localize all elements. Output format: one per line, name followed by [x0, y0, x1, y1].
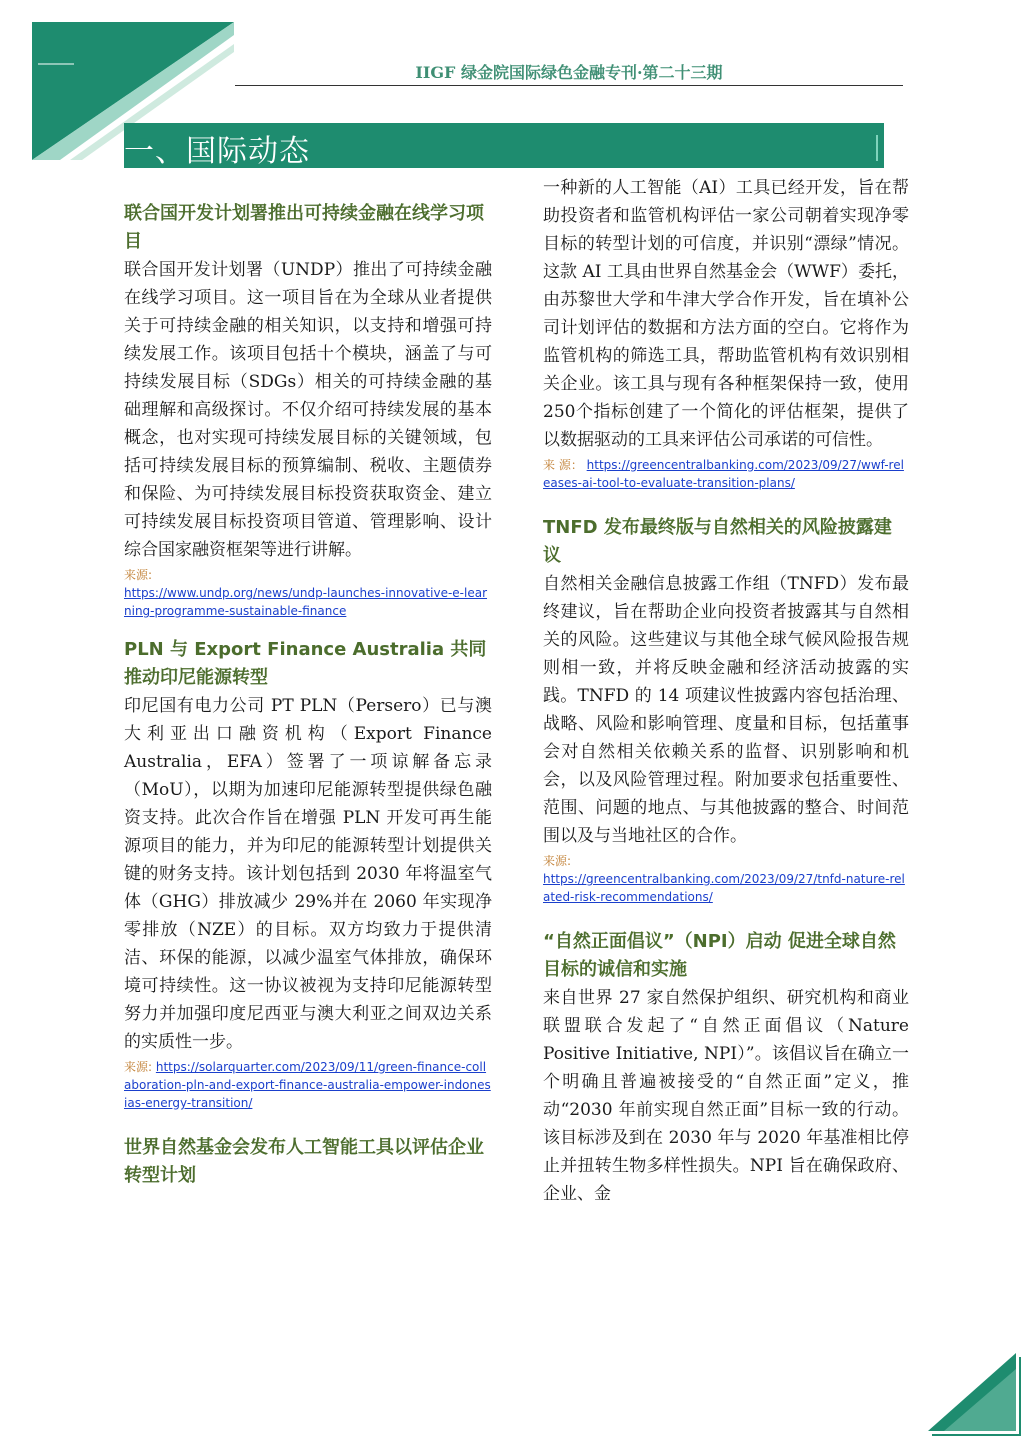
- article-source: [543, 456, 909, 492]
- article-wwf-heading: [124, 1134, 492, 1190]
- journal-header-title: IIGF 绿金院国际绿色金融专刊·第二十三期: [415, 63, 723, 82]
- article-title: TNFD 发布最终版与自然相关的风险披露建议: [543, 517, 892, 566]
- left-column: [124, 200, 492, 1190]
- header-rule: [235, 85, 903, 86]
- source-link[interactable]: https://greencentralbanking.com/2023/09/27/wwf-releases-ai-tool-to-evaluate-transition-plans/: [543, 458, 904, 490]
- banner-accent-mark: [876, 135, 878, 161]
- article-body: 自然相关金融信息披露工作组（TNFD）发布最终建议，旨在帮助企业向投资者披露其与自然相关的风险。这些建议与其他全球气候风险报告规则相一致，并将反映金融和经济活动披露的实践。TNFD 的 14 项建议性披露内容包括治理、战略、风险和影响管理、度量和目标，包括董事会对自然相关依赖关系的监督、识别影响和机会，以及风险管理过程。附加要求包括重要性、范围、问题的地点、与其他披露的整合、时间范围以及与当地社区的合作。: [543, 574, 909, 846]
- source-label: 来源:: [124, 568, 153, 582]
- article-title: PLN 与 Export Finance Australia 共同推动印尼能源转型: [124, 639, 487, 688]
- section-banner: [124, 123, 884, 168]
- corner-decoration-bottom-right: [924, 1347, 1024, 1447]
- source-label: 来 源：: [543, 458, 583, 472]
- section-title: 一、国际动态: [124, 134, 310, 169]
- article-title: 世界自然基金会发布人工智能工具以评估企业转型计划: [124, 1137, 484, 1186]
- article-npi: [543, 928, 909, 1208]
- article-title: “自然正面倡议”（NPI）启动 促进全球自然目标的诚信和实施: [543, 931, 896, 980]
- article-pln: [124, 636, 492, 1112]
- source-label: 来源:: [124, 1060, 153, 1074]
- article-tnfd: [543, 514, 909, 906]
- article-body: 一种新的人工智能（AI）工具已经开发，旨在帮助投资者和监管机构评估一家公司朝着实现净零目标的转型计划的可信度，并识别“漂绿”情况。这款 AI 工具由世界自然基金会（WWF）委托，由苏黎世大学和牛津大学合作开发，旨在填补公司计划评估的数据和方法方面的空白。它将作为监管机构的筛选工具，帮助监管机构有效识别相关企业。该工具与现有各种框架保持一致，使用250个指标创建了一个简化的评估框架，提供了以数据驱动的工具来评估公司承诺的可信性。: [543, 178, 909, 450]
- article-body: 印尼国有电力公司 PT PLN（Persero）已与澳大利亚出口融资机构（Export Finance Australia，EFA）签署了一项谅解备忘录（MoU），以期为加速印尼能源转型提供绿色融资支持。此次合作旨在增强 PLN 开发可再生能源项目的能力，并为印尼的能源转型计划提供关键的财务支持。该计划包括到 2030 年将温室气体（GHG）排放减少 29%并在 2060 年实现净零排放（NZE）的目标。双方均致力于提供清洁、环保的能源，以减少温室气体排放，确保环境可持续性。这一协议被视为支持印尼能源转型努力并加强印度尼西亚与澳大利亚之间双边关系的实质性一步。: [124, 696, 492, 1052]
- source-link[interactable]: https://www.undp.org/news/undp-launches-innovative-e-learning-programme-sustainable-finance: [124, 586, 488, 618]
- article-undp: [124, 200, 492, 620]
- article-body: 联合国开发计划署（UNDP）推出了可持续金融在线学习项目。这一项目旨在为全球从业者提供关于可持续金融的相关知识，以支持和增强可持续发展工作。该项目包括十个模块，涵盖了与可持续发展目标（SDGs）相关的可持续金融的基础理解和高级探讨。不仅介绍可持续发展的基本概念，也对实现可持续发展目标的关键领域，包括可持续发展目标的预算编制、税收、主题债券和保险、为可持续发展目标投资获取资金、建立可持续发展目标投资项目管道、管理影响、设计综合国家融资框架等进行讲解。: [124, 260, 492, 560]
- article-source: [124, 566, 492, 620]
- right-column: [543, 174, 909, 1208]
- source-label: 来源:: [543, 854, 572, 868]
- article-source: [543, 852, 909, 906]
- article-body: 来自世界 27 家自然保护组织、研究机构和商业联盟联合发起了“自然正面倡议（Nature Positive Initiative, NPI）”。该倡议旨在确立一个明确且普遍被接受的“自然正面”定义，推动“2030 年前实现自然正面”目标一致的行动。该目标涉及到在 2030 年与 2020 年基准相比停止并扭转生物多样性损失。NPI 旨在确保政府、企业、金: [543, 988, 909, 1204]
- source-link[interactable]: https://greencentralbanking.com/2023/09/27/tnfd-nature-related-risk-recommendations/: [543, 872, 905, 904]
- article-source: [124, 1058, 492, 1112]
- article-wwf-continued: [543, 174, 909, 492]
- source-link[interactable]: https://solarquarter.com/2023/09/11/green-finance-collaboration-pln-and-export-finance-australia-empower-indonesias-energy-transition/: [124, 1060, 491, 1110]
- article-title: 联合国开发计划署推出可持续金融在线学习项目: [124, 203, 484, 252]
